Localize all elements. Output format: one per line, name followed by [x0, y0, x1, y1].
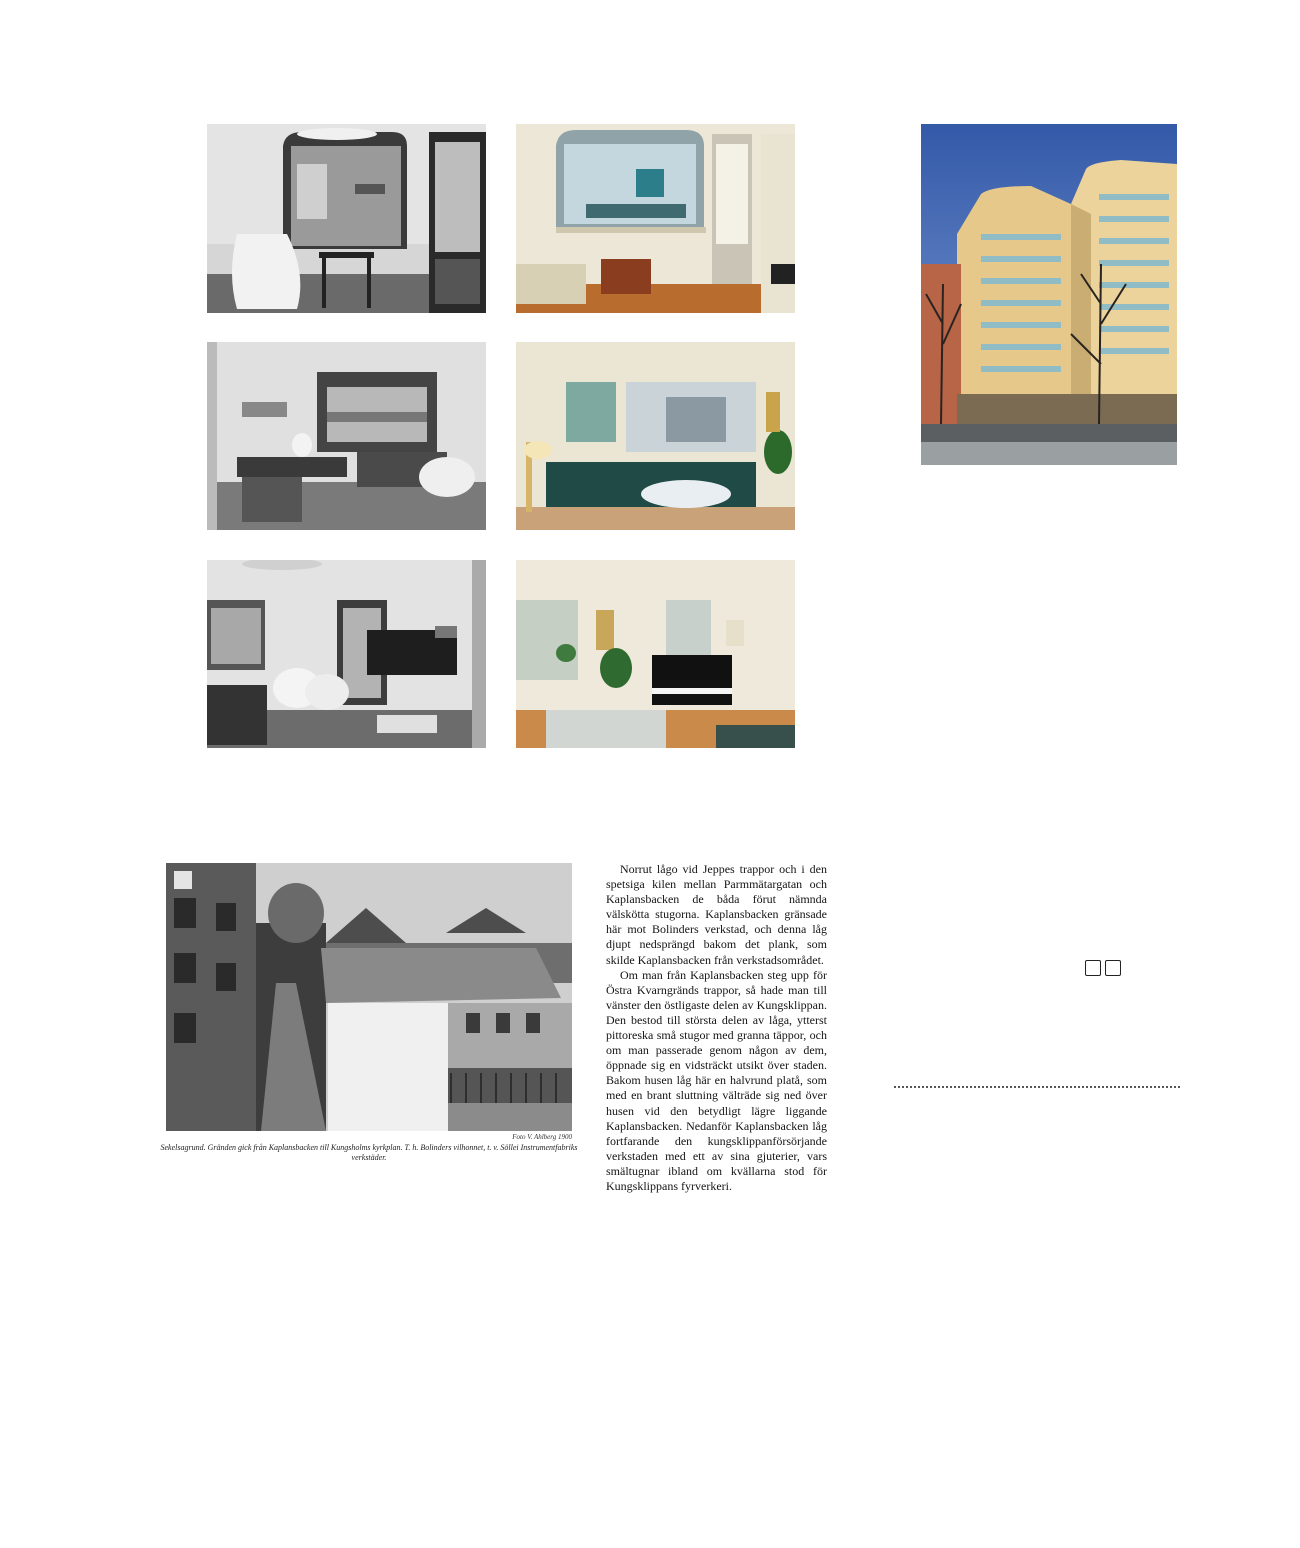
apartment-building-photo: [921, 124, 1177, 465]
checkbox-right[interactable]: [1105, 960, 1121, 976]
checkbox-left[interactable]: [1085, 960, 1101, 976]
modern-interior-photo-2: [516, 342, 795, 530]
modern-interior-photo-3: [516, 560, 795, 748]
article-paragraph: Om man från Kaplansbacken steg upp för Östra Kvarngränds trappor, så hade man till vänster den östligaste delen av Kungsklippan. Den bestod till största delen av låga, ytterst pittoreska små stugor med granna täppor, och om man passerade genom någon av dem, öppnade sig en vidsträckt utsikt över staden. Bakom husen låg här en halvrund platå, som med en brant sluttning välträde sig ned över husen vid den betydligt lägre liggande Kaplansbacken. Nedanför Kaplansbacken låg fortfarande den kungsklippanförsörjande verkstaden med ett av sina gjuterier, vars smältugnar ibland om kvällarna stod för Kungsklippans fyrverkeri.: [606, 967, 827, 1193]
photo-credit: Foto V. Ahlberg 1900: [512, 1133, 572, 1141]
historical-street-photo: [166, 863, 572, 1131]
modern-interior-photo-1: [516, 124, 795, 313]
article-paragraph: Norrut lågo vid Jeppes trappor och i den spetsiga kilen mellan Parmmätargatan och Kaplansbacken de båda förut nämnda välskötta stugorna. Kaplansbacken gränsade här mot Bolinders verkstad, och denna låg djupt nedsprängd bakom det plank, som skilde Kaplansbacken från verkstadsområdet.: [606, 862, 827, 967]
archival-interior-photo-2: [207, 342, 486, 530]
archival-interior-photo-1: [207, 124, 486, 313]
photo-caption: Sekelsagrund. Gränden gick från Kaplansbacken till Kungsholms kyrkplan. T. h. Bolinders vilhonnet, t. v. Söllei Instrumentfabriks verkstäder.: [160, 1143, 578, 1162]
article-text: [606, 862, 827, 1194]
dotted-divider: [894, 1086, 1180, 1088]
checkbox-pair: [1085, 960, 1121, 976]
archival-interior-photo-3: [207, 560, 486, 748]
